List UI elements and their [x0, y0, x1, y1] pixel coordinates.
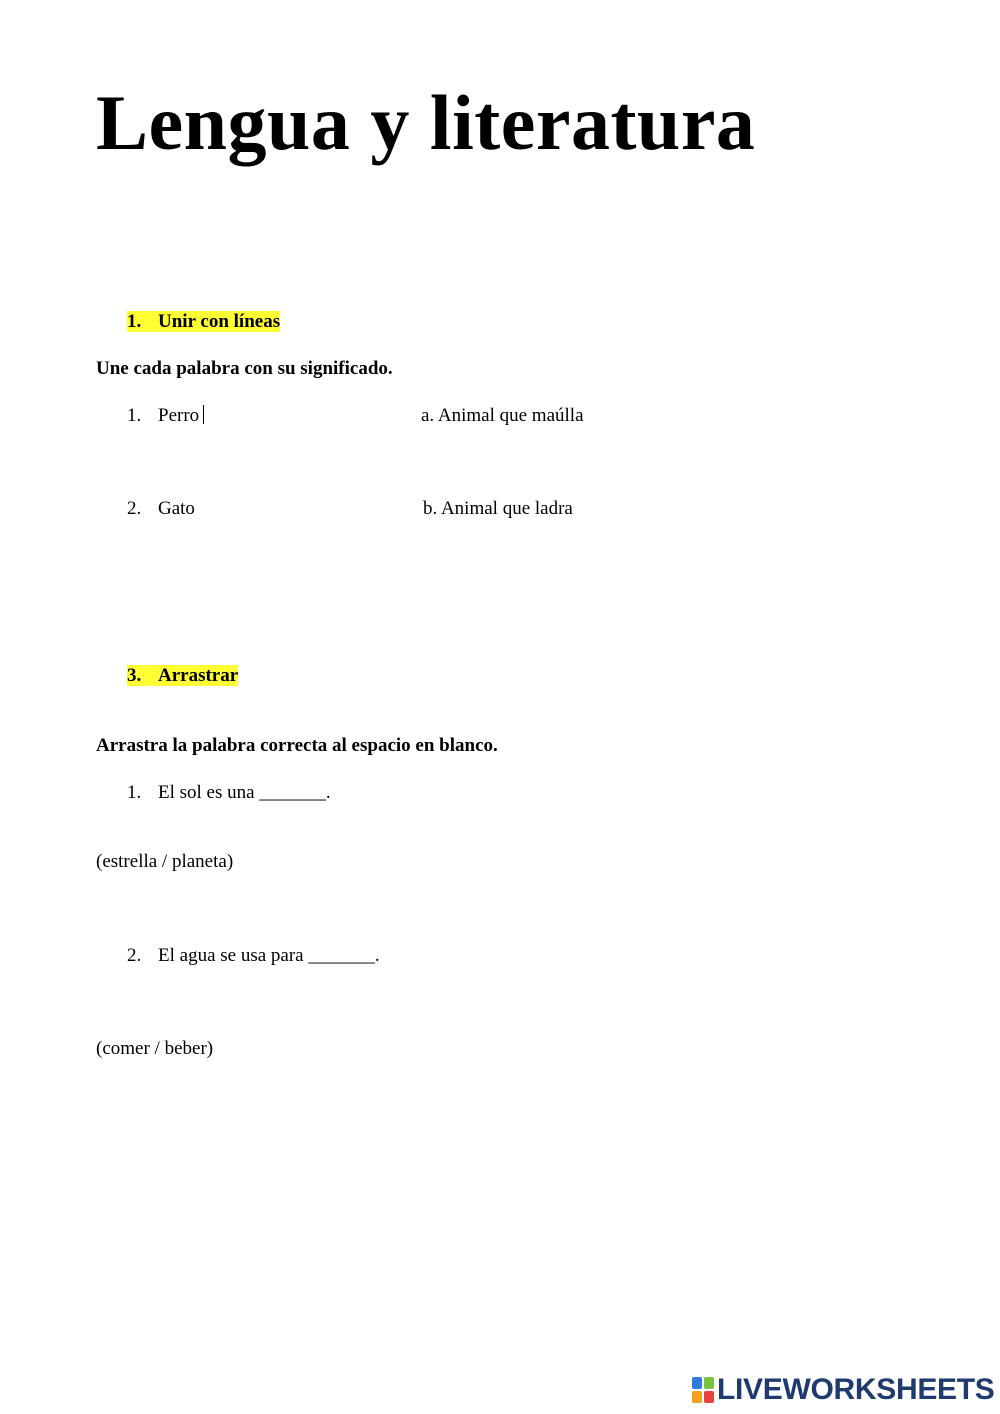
word-options-2[interactable]: (comer / beber) — [96, 1038, 214, 1059]
match-word-label: Gato — [158, 498, 195, 519]
section-number: 3. — [127, 665, 142, 686]
match-definition-b[interactable]: b. Animal que ladra — [423, 498, 573, 519]
fill-blank-sentence-1 — [127, 781, 331, 805]
match-word-2[interactable] — [127, 497, 195, 521]
sentence-text[interactable]: El agua se usa para _______. — [158, 945, 380, 966]
item-number: 2. — [127, 498, 142, 519]
liveworksheets-logo — [692, 1372, 995, 1408]
section-heading-arrastrar — [126, 664, 239, 688]
page-title: Lengua y literatura — [96, 79, 756, 166]
match-word-label: Perro — [158, 405, 200, 426]
fill-blank-sentence-2 — [127, 944, 380, 968]
item-number: 1. — [127, 405, 142, 426]
match-word-1[interactable] — [127, 404, 204, 428]
match-definition-a[interactable]: a. Animal que maúlla — [421, 405, 584, 426]
sentence-text[interactable]: El sol es una _______. — [158, 782, 331, 803]
section-title: Arrastrar — [158, 665, 239, 686]
instruction-unir: Une cada palabra con su significado. — [96, 358, 393, 379]
section-title: Unir con líneas — [158, 311, 281, 332]
word-options-1[interactable]: (estrella / planeta) — [96, 851, 234, 872]
logo-square-blue — [692, 1377, 702, 1389]
logo-text: LIVEWORKSHEETS — [717, 1373, 995, 1406]
section-heading-unir — [126, 310, 281, 334]
logo-square-green — [704, 1377, 714, 1389]
text-cursor — [203, 405, 204, 424]
instruction-arrastrar: Arrastra la palabra correcta al espacio en blanco. — [96, 735, 498, 756]
logo-square-orange — [692, 1391, 702, 1403]
item-number: 2. — [127, 945, 142, 966]
section-number: 1. — [127, 311, 142, 332]
logo-icon — [692, 1377, 714, 1403]
item-number: 1. — [127, 782, 142, 803]
logo-square-red — [704, 1391, 714, 1403]
